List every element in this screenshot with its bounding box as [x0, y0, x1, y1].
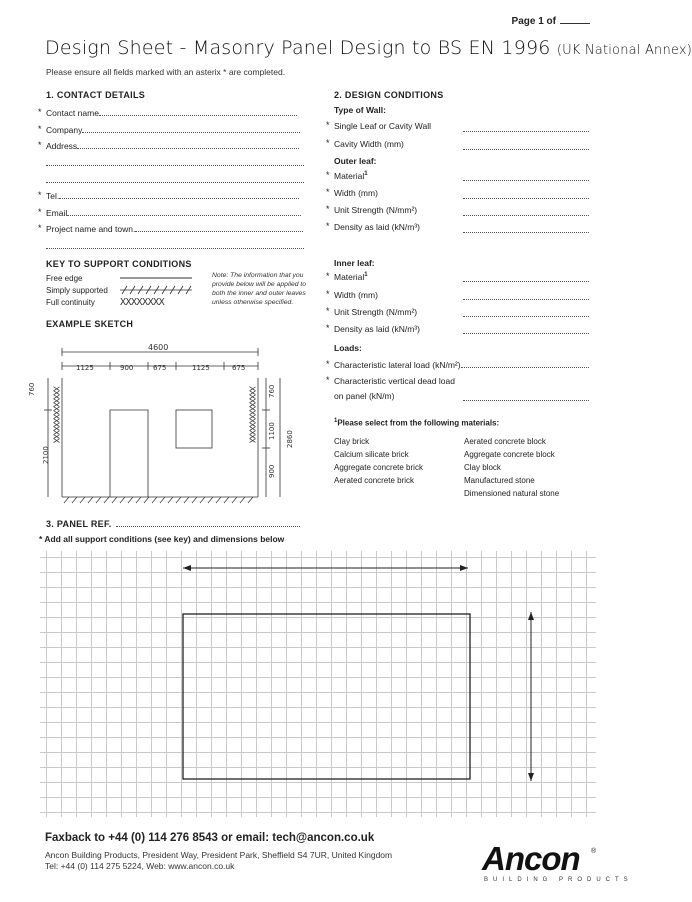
cavity-width-dots[interactable]: [463, 142, 589, 150]
key-free-edge: Free edge: [46, 274, 83, 283]
dim-h-right-bot: 900: [268, 464, 276, 478]
panel-instruction: * Add all support conditions (see key) and dimensions below: [39, 534, 285, 544]
key-heading: KEY TO SUPPORT CONDITIONS: [46, 259, 192, 269]
cavity-width-field[interactable]: * Cavity Width (mm): [326, 138, 404, 149]
wall-type-field[interactable]: * Single Leaf or Cavity Wall: [326, 120, 432, 131]
svg-text:XXXXXXXXXXXXXX: XXXXXXXXXXXXXX: [51, 386, 61, 442]
outer-strength-field[interactable]: * Unit Strength (N/mm²): [326, 204, 418, 215]
outer-material-field[interactable]: * Material$^1$: [326, 170, 368, 181]
inner-density-dots[interactable]: [463, 326, 589, 334]
panel-ref-field[interactable]: 3. PANEL REF.: [46, 519, 300, 529]
company-field[interactable]: * Company: [46, 125, 300, 135]
registered-mark: ®: [591, 848, 597, 855]
dim-h-left-top: 760: [28, 382, 36, 396]
address-line-2[interactable]: [46, 158, 304, 168]
inner-strength-dots[interactable]: [463, 309, 589, 317]
material-option: Clay block: [464, 463, 501, 472]
outer-width-field[interactable]: * Width (mm): [326, 187, 378, 198]
inner-leaf-heading: Inner leaf:: [334, 258, 375, 268]
outer-leaf-heading: Outer leaf:: [334, 156, 377, 166]
materials-left-list: [334, 435, 423, 487]
lateral-load-field[interactable]: * Characteristic lateral load (kN/m²): [334, 360, 589, 370]
vertical-load-label: * Characteristic vertical dead load: [326, 375, 455, 386]
sketch-heading: EXAMPLE SKETCH: [46, 319, 134, 329]
outer-strength-dots[interactable]: [463, 208, 589, 216]
outer-material-dots[interactable]: [463, 173, 589, 181]
dim-d5: 675: [232, 364, 246, 372]
email-field[interactable]: * Email: [46, 208, 301, 218]
material-option: Aggregate concrete block: [464, 450, 555, 459]
dim-total: 4600: [148, 343, 169, 352]
page-total-field[interactable]: [560, 23, 590, 24]
key-symbols: [118, 272, 194, 308]
outer-density-field[interactable]: * Density as laid (kN/m³): [326, 221, 420, 232]
design-heading: 2. DESIGN CONDITIONS: [334, 90, 444, 100]
loads-heading: Loads:: [334, 343, 362, 353]
instruction-text: Please ensure all fields marked with an asterix * are completed.: [46, 67, 286, 77]
material-option: Manufactured stone: [464, 476, 535, 485]
wall-type-dots[interactable]: [463, 124, 589, 132]
dim-d4: 1125: [192, 364, 210, 372]
materials-note: $^1$Please select from the following materials:: [334, 418, 500, 428]
inner-strength-field[interactable]: * Unit Strength (N/mm²): [326, 306, 418, 317]
dim-h-right-mid: 1100: [268, 422, 276, 440]
ancon-logo: Ancon: [482, 840, 580, 877]
inner-width-field[interactable]: * Width (mm): [326, 289, 378, 300]
simply-supported-hatch: [120, 286, 192, 294]
page-number: Page 1 of: [512, 16, 590, 27]
dim-h-total: 2860: [286, 430, 294, 448]
project-line-2[interactable]: [46, 241, 304, 251]
inner-material-field[interactable]: * Material$^1$: [326, 271, 368, 282]
address-field[interactable]: * Address: [46, 141, 299, 151]
dim-h-left: 2100: [42, 446, 50, 464]
material-option: Aerated concrete block: [464, 437, 546, 446]
address-line-3[interactable]: [46, 175, 304, 185]
inner-width-dots[interactable]: [463, 292, 589, 300]
key-full-continuity: Full continuity: [46, 298, 95, 307]
logo-subtitle: BUILDING PRODUCTS: [484, 877, 633, 883]
outer-density-dots[interactable]: [463, 225, 589, 233]
material-option: Aerated concrete brick: [334, 476, 415, 485]
materials-right-list: [464, 435, 559, 500]
fax-line: Faxback to +44 (0) 114 276 8543 or email: tech@ancon.co.uk: [45, 832, 375, 844]
dim-h-right-top: 760: [268, 384, 276, 398]
key-note: Note: The information that you provide below will be applied to both the inner and outer leaves unless otherwise specified.: [212, 272, 307, 306]
outer-width-dots[interactable]: [463, 191, 589, 199]
material-option: Calcium silicate brick: [334, 450, 409, 459]
page-title: Design Sheet - Masonry Panel Design to BS EN 1996 (UK National Annex): [45, 37, 692, 59]
company-address: Ancon Building Products, President Way, President Park, Sheffield S4 7UR, United Kingdom: [45, 850, 393, 860]
dim-d2: 900: [120, 364, 134, 372]
contact-name-field[interactable]: * Contact name: [46, 108, 297, 118]
vertical-load-field[interactable]: on panel (kN/m): [334, 391, 395, 401]
inner-density-field[interactable]: * Density as laid (kN/m³): [326, 323, 420, 334]
dim-d3: 675: [153, 364, 167, 372]
tel-field[interactable]: * Tel.: [46, 191, 299, 201]
svg-text:XXXXXXXXXXXXXX: XXXXXXXXXXXXXX: [247, 386, 257, 442]
full-continuity-crosses: XXXXXXXX: [120, 297, 165, 308]
example-sketch: [28, 340, 306, 510]
panel-sketch: [40, 551, 596, 817]
material-option: Clay brick: [334, 437, 370, 446]
dim-d1: 1125: [76, 364, 94, 372]
contact-heading: 1. CONTACT DETAILS: [46, 90, 146, 100]
key-simply-supported: Simply supported: [46, 286, 108, 295]
vertical-load-dots[interactable]: [463, 393, 589, 401]
company-contact: Tel: +44 (0) 114 275 5224, Web: www.ancon.co.uk: [45, 861, 235, 871]
project-field[interactable]: * Project name and town.: [46, 224, 303, 234]
material-option: Aggregate concrete brick: [334, 463, 423, 472]
title-annex: (UK National Annex): [556, 43, 692, 58]
type-of-wall-heading: Type of Wall:: [334, 105, 386, 115]
inner-material-dots[interactable]: [463, 274, 589, 282]
material-option: Dimensioned natural stone: [464, 489, 560, 498]
